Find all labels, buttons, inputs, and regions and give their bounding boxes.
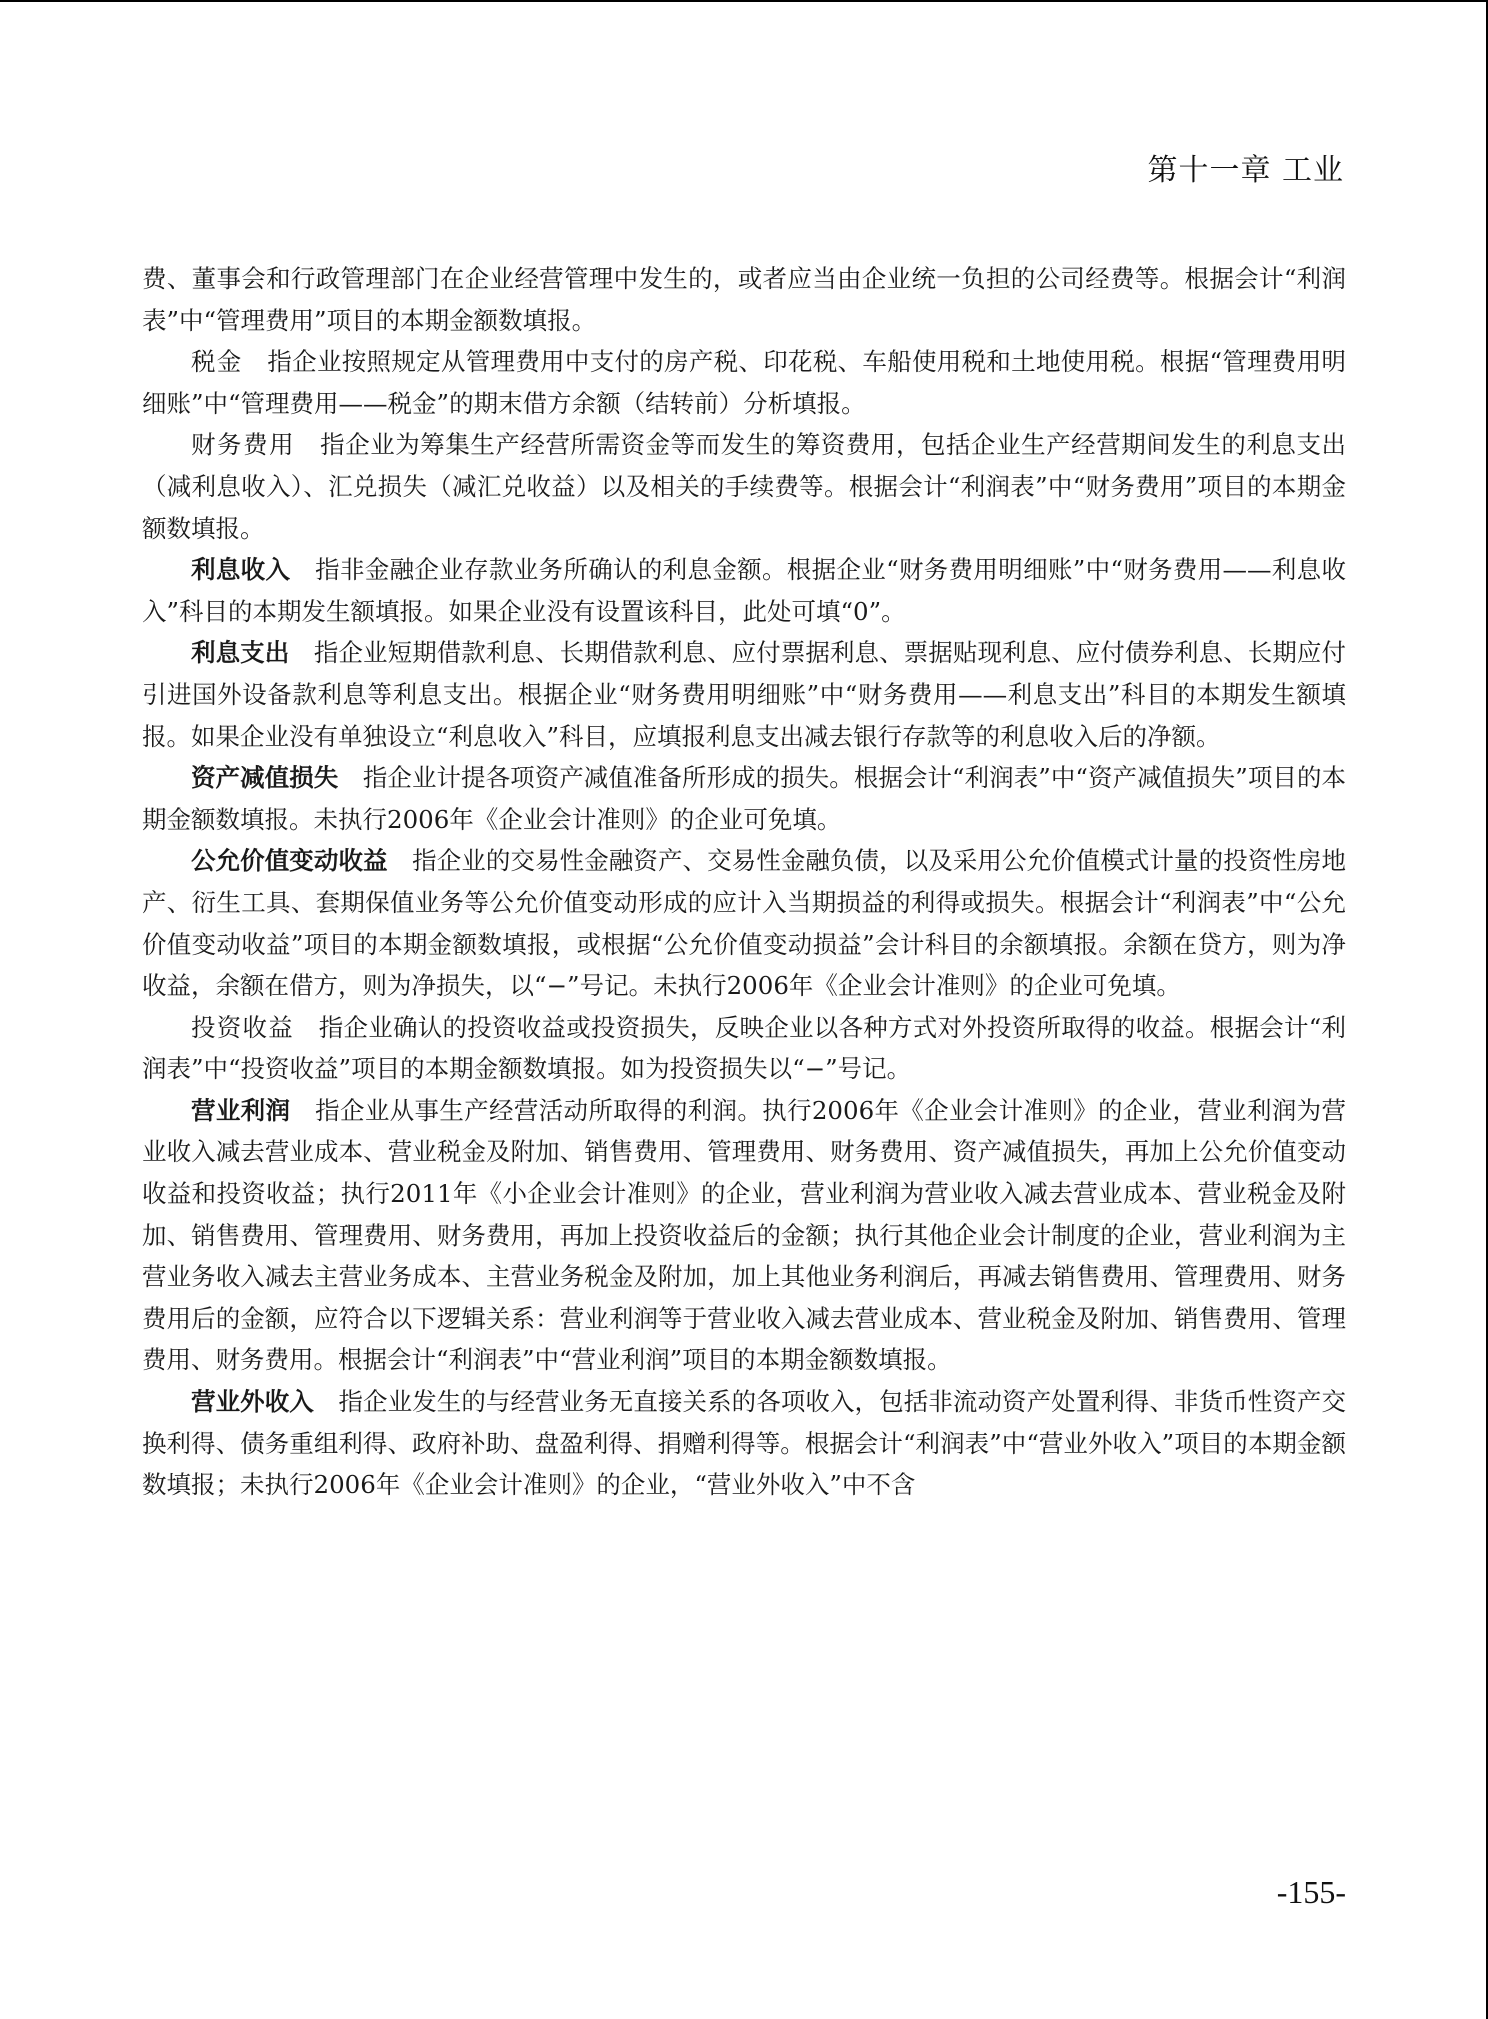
chapter-header: 第十一章 工业 [1147,153,1344,188]
paragraph [142,341,1346,424]
paragraph-term: 利息支出 [191,638,290,668]
paragraph [142,1007,1346,1090]
paragraph-term: 利息收入 [191,555,291,585]
body-text [142,258,1346,1506]
paragraph-text: 指企业确认的投资收益或投资损失，反映企业以各种方式对外投资所取得的收益。根据会计“利润表”中“投资收益”项目的本期金额数填报。如为投资损失以“−”号记。 [142,1012,1346,1084]
paragraph-text: 指企业发生的与经营业务无直接关系的各项收入，包括非流动资产处置利得、非货币性资产交换利得、债务重组利得、政府补助、盘盈利得、捐赠利得等。根据会计“利润表”中“营业外收入”项目的本期金额数填报；未执行2006年《企业会计准则》的企业，“营业外收入”中不含 [142,1387,1347,1500]
page-number: -155- [1276,1874,1346,1910]
paragraph [142,632,1346,757]
paragraph-term: 营业利润 [191,1095,291,1125]
paragraph [142,1381,1346,1506]
paragraph-term: 营业外收入 [191,1387,314,1417]
paragraph-text: 指企业按照规定从管理费用中支付的房产税、印花税、车船使用税和土地使用税。根据“管理费用明细账”中“管理费用——税金”的期末借方余额（结转前）分析填报。 [142,347,1346,418]
paragraph [142,840,1346,1006]
paragraph-text: 指企业的交易性金融资产、交易性金融负债，以及采用公允价值模式计量的投资性房地产、衍生工具、套期保值业务等公允价值变动形成的应计入当期损益的利得或损失。根据会计“利润表”中“公允价值变动收益”项目的本期金额数填报，或根据“公允价值变动损益”会计科目的余额填报。余额在贷方，则为净收益，余额在借方，则为净损失，以“−”号记。未执行2006年《企业会计准则》的企业可免填。 [142,846,1346,1001]
paragraph-text: 指非金融企业存款业务所确认的利息金额。根据企业“财务费用明细账”中“财务费用——利息收入”科目的本期发生额填报。如果企业没有设置该科目，此处可填“0”。 [142,555,1347,626]
paragraph-text: 指企业从事生产经营活动所取得的利润。执行2006年《企业会计准则》的企业，营业利润为营业收入减去营业成本、营业税金及附加、销售费用、管理费用、财务费用、资产减值损失，再加上公允价值变动收益和投资收益；执行2011年《小企业会计准则》的企业，营业利润为营业收入减去营业成本、营业税金及附加、销售费用、管理费用、财务费用，再加上投资收益后的金额；执行其他企业会计制度的企业，营业利润为主营业务收入减去主营业务成本、主营业务税金及附加，加上其他业务利润后，再减去销售费用、管理费用、财务费用后的金额，应符合以下逻辑关系：营业利润等于营业收入减去营业成本、营业税金及附加、销售费用、管理费用、财务费用。根据会计“利润表”中“营业利润”项目的本期金额数填报。 [142,1095,1346,1375]
paragraph [142,549,1346,632]
paragraph [142,424,1346,549]
paragraph-text: 指企业计提各项资产减值准备所形成的损失。根据会计“利润表”中“资产减值损失”项目的本期金额数填报。未执行2006年《企业会计准则》的企业可免填。 [142,763,1347,834]
paragraph-text: 指企业短期借款利息、长期借款利息、应付票据利息、票据贴现利息、应付债券利息、长期应付引进国外设备款利息等利息支出。根据企业“财务费用明细账”中“财务费用——利息支出”科目的本期发生额填报。如果企业没有单独设立“利息收入”科目，应填报利息支出减去银行存款等的利息收入后的净额。 [142,638,1347,751]
paragraph-term: 资产减值损失 [191,763,339,793]
paragraph-term: 公允价值变动收益 [191,846,388,876]
paragraph [142,1090,1346,1381]
paragraph-term: 投资收益 [191,1012,294,1042]
paragraph [142,258,1346,341]
paragraph-term: 税金 [191,347,243,377]
paragraph-term: 财务费用 [191,430,296,460]
paragraph-text: 费、董事会和行政管理部门在企业经营管理中发生的，或者应当由企业统一负担的公司经费等。根据会计“利润表”中“管理费用”项目的本期金额数填报。 [142,264,1346,335]
paragraph-text: 指企业为筹集生产经营所需资金等而发生的筹资费用，包括企业生产经营期间发生的利息支出（减利息收入）、汇兑损失（减汇兑收益）以及相关的手续费等。根据会计“利润表”中“财务费用”项目的本期金额数填报。 [142,430,1347,543]
paragraph [142,757,1346,840]
